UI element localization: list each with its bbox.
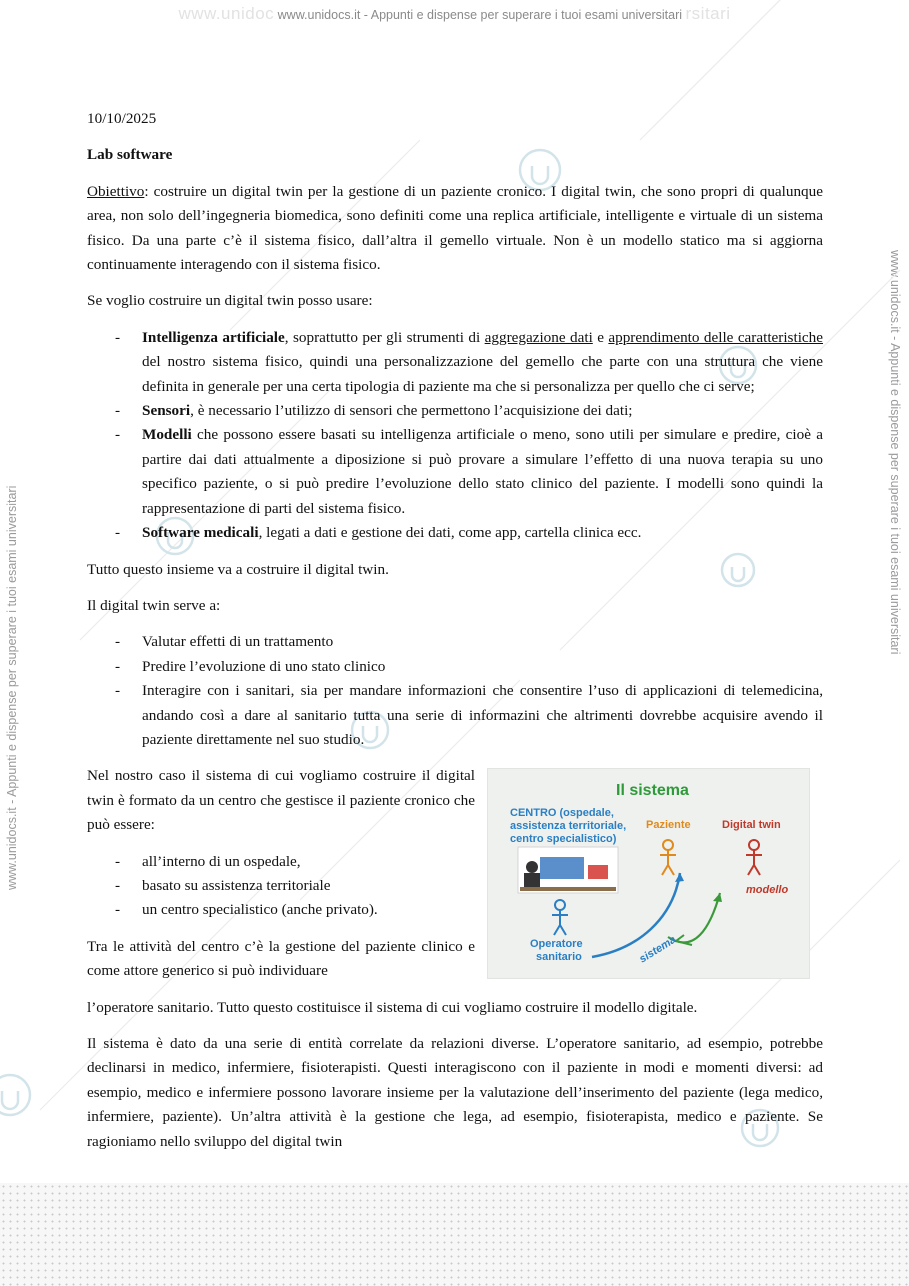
arrow-head-icon <box>675 873 684 882</box>
figure-modello-label: modello <box>746 884 789 897</box>
activity-paragraph-part-a: Tra le attività del centro c’è la gestione del paziente clinico e come attore generico si può individuare <box>87 937 475 980</box>
center-list <box>87 850 475 923</box>
figure-digital-twin-label: Digital twin <box>722 819 781 832</box>
item-sw-text: , legati a dati e gestione dei dati, come app, cartella clinica ecc. <box>258 524 642 542</box>
list-item: - Intelligenza artificiale, soprattutto per gli strumenti di aggregazione dati e apprendimento delle caratteristiche del nostro sistema fisico, quindi una personalizzazione del gemello che parte con una struttura che viene definita in generale per una certa tipologia di paziente ma che si personalizza per quello che ci serve; <box>115 328 823 395</box>
serves-item-text: Interagire con i sanitari, sia per mandare informazioni che consentire l’uso di applicazioni di telemedicina, andando così a dare al sanitario tutta una serie di informazini che altrimenti dovrebbe acquisire avendo il paziente direttamente nel suo studio. <box>142 682 823 748</box>
item-ai-label: Intelligenza artificiale <box>142 328 285 346</box>
objective-label: Obiettivo <box>87 182 145 200</box>
serves-item-text: Predire l’evoluzione di uno stato clinico <box>142 657 386 675</box>
activity-paragraph-part-b: l’operatore sanitario. Tutto questo costituisce il sistema di cui vogliamo costruire il modello digitale. <box>87 998 698 1016</box>
together-paragraph: Tutto questo insieme va a costruire il digital twin. <box>87 560 389 578</box>
list-item: - Interagire con i sanitari, sia per mandare informazioni che consentire l’uso di applicazioni di telemedicina, andando così a dare al sanitario tutta una serie di informazini che altrimenti dovrebbe acquisire avendo il paziente direttamente nel suo studio. <box>115 682 823 748</box>
item-sens-label: Sensori <box>142 402 191 420</box>
watermark-top-line: www.unidocs.it - Appunti e dispense per superare i tuoi esami universitari <box>277 8 683 22</box>
list-item: - Predire l’evoluzione di uno stato clinico <box>115 657 386 675</box>
item-sens-text: , è necessario l’utilizzo di sensori che permettono l’acquisizione dei dati; <box>190 402 633 420</box>
serves-intro-paragraph: Il digital twin serve a: <box>87 596 221 614</box>
item-ai-underline-2: apprendimento delle caratteristiche <box>608 328 823 346</box>
list-item: - Sensori, è necessario l’utilizzo di sensori che permettono l’acquisizione dei dati; <box>115 402 633 420</box>
doc-date: 10/10/2025 <box>87 110 157 127</box>
item-mod-label: Modelli <box>142 426 192 444</box>
item-sw-label: Software medicali <box>142 524 259 542</box>
serves-item-text: Valutar effetti di un trattamento <box>142 633 334 651</box>
operatore-figure-icon <box>552 900 568 935</box>
watermark-side-left: www.unidocs.it - Appunti e dispense per superare i tuoi esami universitari <box>5 485 19 890</box>
objective-paragraph <box>87 180 823 278</box>
objective-text: : costruire un digital twin per la gestione di un paziente cronico. I digital twin, che sono propri di qualunque area, non solo dell’ingegneria biomedica, sono definiti come una replica artificiale, intelligente e virtuale di un sistema fisico. Da una parte c’è il sistema fisico, dall’altra il gemello virtuale. Non è un modello statico ma si aggiorna continuamente interagendo con il sistema fisico. <box>87 182 823 274</box>
system-figure-svg <box>488 769 809 978</box>
figure-operatore-line-1: Operatore <box>530 938 583 951</box>
system-paragraph: Il sistema è dato da una serie di entità correlate da relazioni diverse. L’operatore sanitario, ad esempio, potrebbe declinarsi in medico, infermiere, fisioterapisti. Questi interagiscono con il paziente in modi e momenti diversi: ad esempio, medico e infermiere possono lavorare insieme per la valutazione dell’inserimento del paziente (lega medico, infermiere, paziente). Un’altra attività è la gestione che lega, ad esempio, fisioterapista, medico e paziente. Se ragioniamo nello sviluppo del digital twin <box>87 1035 823 1150</box>
figure-centro-line-1: CENTRO (ospedale, <box>510 807 614 820</box>
item-ai-text-1: , soprattutto per gli strumenti di <box>284 328 485 346</box>
list-item: - all’interno di un ospedale, <box>115 852 301 870</box>
sistema-modello-curve <box>668 893 720 942</box>
watermark-ghost-left: www.unidoc <box>178 4 275 23</box>
center-item-text: all’interno di un ospedale, <box>142 852 301 870</box>
figure-sistema-label: sistema <box>637 933 679 966</box>
return-arrow-icon <box>676 935 692 945</box>
center-item-text: un centro specialistico (anche privato). <box>142 901 378 919</box>
office-illustration <box>518 847 618 893</box>
list-item: - Modelli che possono essere basati su intelligenza artificiale o meno, sono utili per simulare e predire, cioè a partire dai dati attualmente a diposizione si può provare a simulare l’effetto di una nuova terapia su uno specifico paziente, o si può predire l’evoluzione dello stato clinico del paziente. I modelli sono quindi la rappresentazione di parti del sistema fisico. <box>115 426 823 517</box>
watermark-side-right: www.unidocs.it - Appunti e dispense per superare i tuoi esami universitari <box>888 250 902 655</box>
item-mod-text: che possono essere basati su intelligenza artificiale o meno, sono utili per simulare e predire, cioè a partire dai dati attualmente a diposizione si può provare a simulare l’effetto di una nuova terapia su uno specifico paziente, o si può predire l’evoluzione dello stato clinico del paziente. I modelli sono quindi la rappresentazione di parti del sistema fisico. <box>142 426 823 517</box>
item-ai-text-3: del nostro sistema fisico, quindi una personalizzazione del gemello che parte con una struttura che viene definita in generale per una certa tipologia di paziente ma che si personalizza per quello che ci serve; <box>142 353 823 395</box>
digital-twin-figure-icon <box>746 840 762 875</box>
tools-list <box>87 326 823 546</box>
watermark-header <box>0 4 909 24</box>
watermark-ghost-right: rsitari <box>685 4 731 23</box>
center-intro-paragraph: Nel nostro caso il sistema di cui vogliamo costruire il digital twin è formato da un centro che gestisce il paziente cronico che può essere: <box>87 767 475 834</box>
figure-centro-line-2: assistenza territoriale, <box>510 820 627 833</box>
system-figure <box>487 768 810 979</box>
list-item: - Valutar effetti di un trattamento <box>115 633 334 651</box>
list-item: - basato su assistenza territoriale <box>115 876 331 894</box>
figure-title: Il sistema <box>616 782 689 800</box>
center-text-column <box>87 764 475 995</box>
dotted-fade-overlay <box>0 1183 909 1286</box>
item-ai-text-2: e <box>592 328 609 346</box>
figure-centro-line-3: centro specialistico) <box>510 833 617 846</box>
intro-list-paragraph: Se voglio costruire un digital twin posso usare: <box>87 292 373 310</box>
center-item-text: basato su assistenza territoriale <box>142 876 331 894</box>
doc-title: Lab software <box>87 146 173 164</box>
document-body <box>87 107 823 1166</box>
center-section <box>87 764 823 995</box>
list-item: - un centro specialistico (anche privato). <box>115 901 378 919</box>
figure-operatore-line-2: sanitario <box>536 951 582 964</box>
list-item: - Software medicali, legati a dati e gestione dei dati, come app, cartella clinica ecc. <box>115 524 642 542</box>
serves-list <box>87 630 823 752</box>
figure-paziente-label: Paziente <box>646 819 691 832</box>
item-ai-underline-1: aggregazione dati <box>484 328 593 346</box>
paziente-figure-icon <box>660 840 676 875</box>
